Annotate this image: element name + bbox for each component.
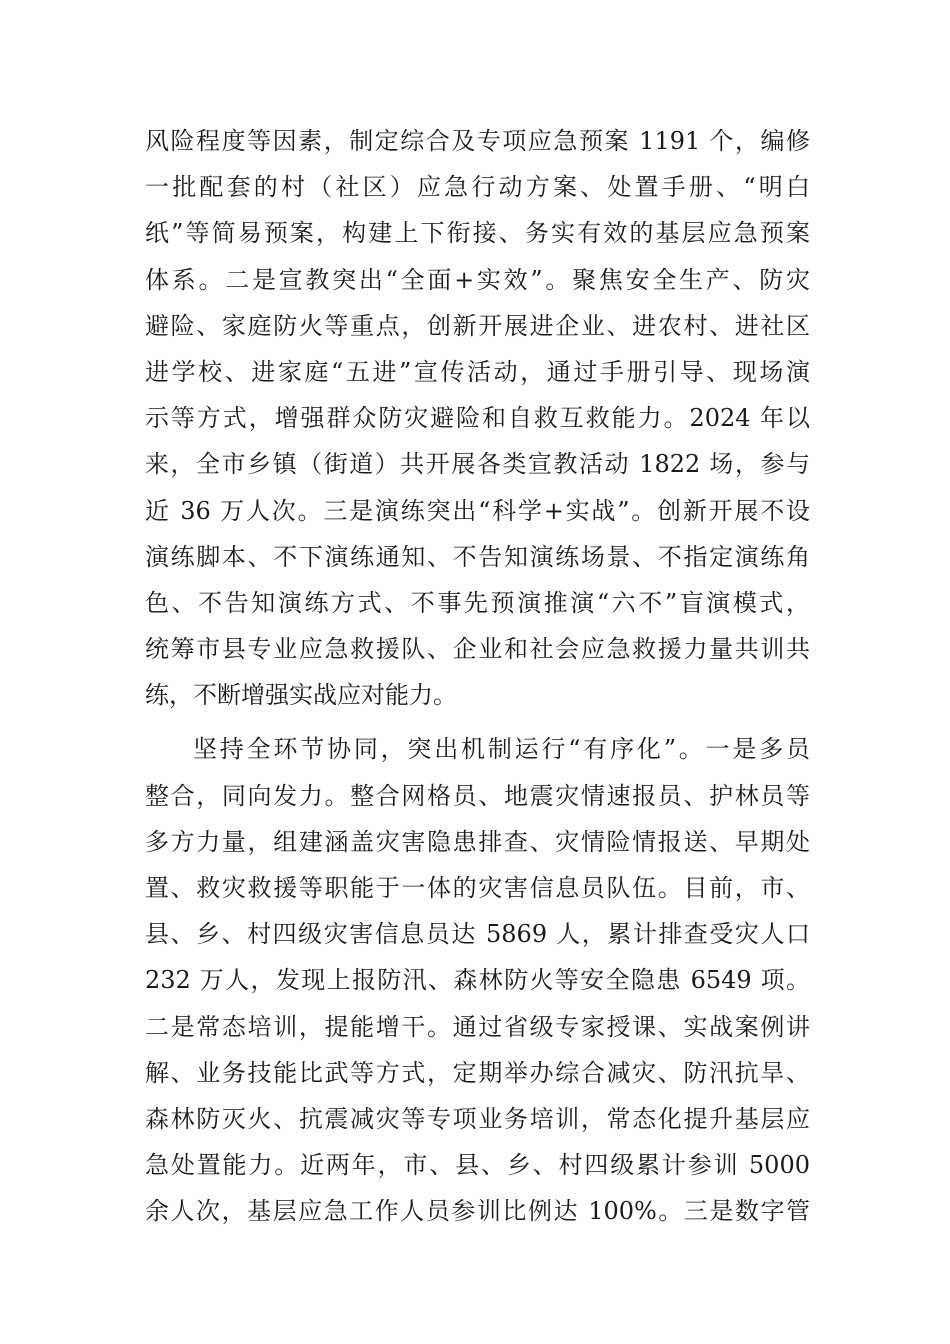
text-line: 整合，同向发力。整合网格员、地震灾情速报员、护林员等 xyxy=(145,781,810,810)
text-line: 县、乡、村四级灾害信息员达 5869 人，累计排查受灾人口 xyxy=(145,920,810,949)
text-line: 风险程度等因素，制定综合及专项应急预案 1191 个，编修 xyxy=(145,127,810,155)
text-line: 体系。二是宣教突出“全面+实效”。聚焦安全生产、防灾 xyxy=(145,265,810,294)
text-line: 解、业务技能比武等方式，定期举办综合减灾、防汛抗旱、 xyxy=(145,1058,810,1087)
text-line: 余人次，基层应急工作人员参训比例达 100%。三是数字管 xyxy=(145,1197,810,1226)
paragraph-1 xyxy=(145,118,810,718)
text-line: 纸”等简易预案，构建上下衔接、务实有效的基层应急预案 xyxy=(145,219,810,248)
text-line: 避险、家庭防火等重点，创新开展进企业、进农村、进社区 xyxy=(145,311,810,340)
text-line: 多方力量，组建涵盖灾害隐患排查、灾情险情报送、早期处 xyxy=(145,827,810,856)
text-line: 练，不断增强实战应对能力。 xyxy=(145,681,457,710)
text-line: 急处置能力。近两年，市、县、乡、村四级累计参训 5000 xyxy=(145,1151,810,1180)
text-line: 232 万人，发现上报防汛、森林防火等安全隐患 6549 项。 xyxy=(145,966,810,995)
text-line: 坚持全环节协同，突出机制运行“有序化”。一是多员 xyxy=(193,735,810,764)
text-line: 演练脚本、不下演练通知、不告知演练场景、不指定演练角 xyxy=(145,542,810,571)
text-line: 色、不告知演练方式、不事先预演推演“六不”盲演模式， xyxy=(145,588,810,617)
text-line: 统筹市县专业应急救援队、企业和社会应急救援力量共训共 xyxy=(145,635,810,664)
text-line: 示等方式，增强群众防灾避险和自救互救能力。2024 年以 xyxy=(145,404,810,433)
text-line: 近 36 万人次。三是演练突出“科学+实战”。创新开展不设 xyxy=(145,496,810,525)
text-line: 一批配套的村（社区）应急行动方案、处置手册、“明白 xyxy=(145,173,810,202)
text-line: 森林防灭火、抗震减灾等专项业务培训，常态化提升基层应 xyxy=(145,1104,810,1133)
text-line: 进学校、进家庭“五进”宣传活动，通过手册引导、现场演 xyxy=(145,357,810,386)
text-line: 二是常态培训，提能增干。通过省级专家授课、实战案例讲 xyxy=(145,1012,810,1041)
paragraph-gap xyxy=(145,718,810,726)
text-line: 置、救灾救援等职能于一体的灾害信息员队伍。目前，市、 xyxy=(145,874,810,902)
paragraph-2 xyxy=(145,726,810,1234)
body-text xyxy=(145,118,810,1235)
text-line: 来，全市乡镇（街道）共开展各类宣教活动 1822 场，参与 xyxy=(145,450,810,479)
